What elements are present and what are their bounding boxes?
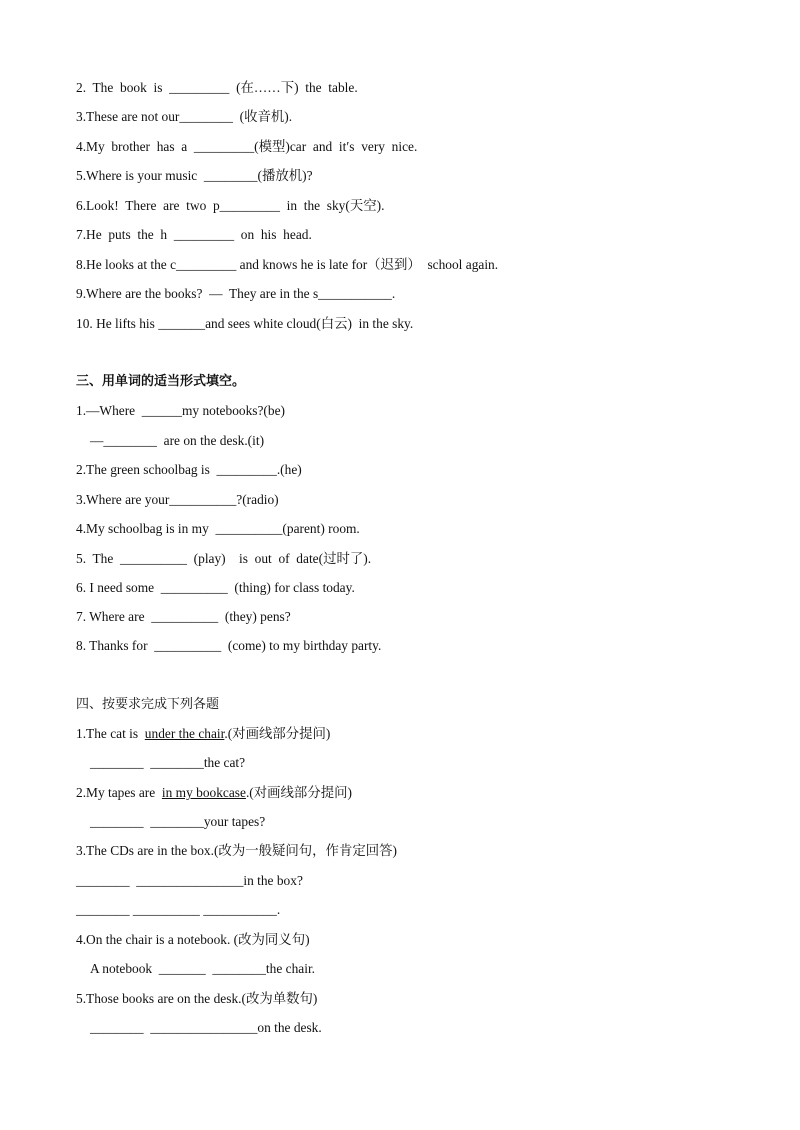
question-instruction: .(对画线部分提问)	[245, 785, 352, 800]
exercise-item	[76, 784, 352, 802]
exercise-item: 7. Where are __________ (they) pens?	[76, 609, 291, 624]
exercise-item: —________ are on the desk.(it)	[90, 433, 265, 448]
exercise-item: 10. He lifts his _______and sees white cloud(白云) in the sky.	[76, 316, 414, 331]
answer-blank-line: A notebook _______ ________the chair.	[90, 961, 316, 976]
exercise-item: 3.These are not our________ (收音机).	[76, 109, 293, 124]
question-text: 2.My tapes are	[76, 785, 162, 800]
answer-blank-line: ________ __________ ___________.	[76, 902, 281, 917]
exercise-item: 1.—Where ______my notebooks?(be)	[76, 403, 285, 418]
exercise-item: 9.Where are the books? — They are in the s___________.	[76, 286, 396, 301]
question-text: 1.The cat is	[76, 726, 145, 741]
exercise-item: 2. The book is _________ (在……下) the table.	[76, 80, 358, 95]
exercise-item: 4.My brother has a _________(模型)car and it′s very nice.	[76, 139, 418, 154]
answer-blank-line: ________ ________your tapes?	[90, 814, 266, 829]
exercise-item: 5.Where is your music ________(播放机)?	[76, 168, 313, 183]
section-heading: 四、按要求完成下列各题	[76, 697, 220, 712]
exercise-item: 3.The CDs are in the box.(改为一般疑问句，作肯定回答)	[76, 843, 397, 858]
exercise-item: 6.Look! There are two p_________ in the sky(天空).	[76, 198, 385, 213]
exercise-item: 5. The __________ (play) is out of date(过时了).	[76, 551, 372, 566]
question-instruction: .(对画线部分提问)	[224, 726, 331, 741]
exercise-item	[76, 725, 330, 743]
answer-blank-line: ________ ________________in the box?	[76, 873, 303, 888]
exercise-item: 7.He puts the h _________ on his head.	[76, 227, 312, 242]
exercise-item: 3.Where are your__________?(radio)	[76, 492, 279, 507]
underlined-phrase: in my bookcase	[161, 785, 246, 800]
answer-blank-line: ________ ________________on the desk.	[90, 1020, 322, 1035]
exercise-item: 4.My schoolbag is in my __________(parent) room.	[76, 521, 360, 536]
exercise-item: 2.The green schoolbag is _________.(he)	[76, 462, 302, 477]
exercise-item: 6. I need some __________ (thing) for class today.	[76, 580, 355, 595]
exercise-item: 8.He looks at the c_________ and knows he is late for（迟到） school again.	[76, 257, 499, 272]
exercise-item: 4.On the chair is a notebook. (改为同义句)	[76, 932, 310, 947]
exercise-item: 8. Thanks for __________ (come) to my birthday party.	[76, 638, 382, 653]
section-heading: 三、用单词的适当形式填空。	[76, 374, 246, 389]
exercise-item: 5.Those books are on the desk.(改为单数句)	[76, 991, 318, 1006]
underlined-phrase: under the chair	[144, 726, 225, 741]
answer-blank-line: ________ ________the cat?	[90, 755, 246, 770]
